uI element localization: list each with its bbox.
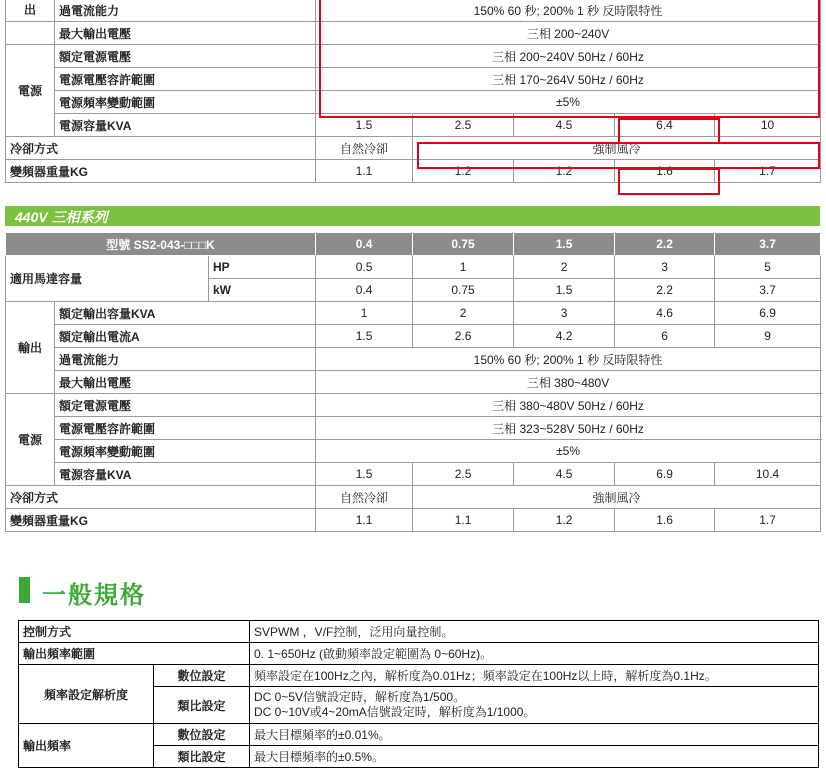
- series-banner-title: 440V 三相系列: [15, 209, 108, 225]
- general-spec-table: [18, 620, 819, 768]
- control-method-label: 控制方式: [19, 621, 250, 643]
- power-capacity-cell: 4.5: [514, 463, 615, 486]
- resolution-label: 頻率設定解析度: [19, 665, 154, 724]
- model-header-cell: 0.4: [316, 233, 413, 256]
- cooling-label: 冷卻方式: [6, 137, 316, 160]
- group-output-label: 輸出: [6, 302, 55, 394]
- kw-unit: kW: [209, 279, 316, 302]
- hp-cell: 1: [413, 256, 514, 279]
- weight-cell: 1.7: [715, 509, 821, 532]
- weight-cell: 1.2: [514, 160, 615, 183]
- rated-voltage-label: 額定電源電壓: [55, 45, 316, 68]
- kw-cell: 1.5: [514, 279, 615, 302]
- voltage-tolerance-value: 三相 323~528V 50Hz / 60Hz: [316, 417, 821, 440]
- max-output-voltage-value: 三相 200~240V: [316, 22, 821, 45]
- model-header-cell: 0.75: [413, 233, 514, 256]
- cooling-natural: 自然冷卻: [316, 137, 413, 160]
- weight-cell: 1.1: [316, 509, 413, 532]
- weight-cell: 1.6: [615, 160, 715, 183]
- cooling-label: 冷卻方式: [6, 486, 316, 509]
- hp-unit: HP: [209, 256, 316, 279]
- section-marker: [19, 577, 30, 603]
- freq-variation-label: 電源頻率變動範圍: [55, 91, 316, 114]
- voltage-tolerance-label: 電源電壓容許範圍: [55, 68, 316, 91]
- kw-cell: 2.2: [615, 279, 715, 302]
- output-current-cell: 9: [715, 325, 821, 348]
- resolution-digital-value: 頻率設定在100Hz之內，解析度為0.01Hz；頻率設定在100Hz以上時，解析度為0.1Hz。: [250, 665, 819, 687]
- max-output-voltage-label: 最大輸出電壓: [55, 22, 316, 45]
- voltage-tolerance-label: 電源電壓容許範圍: [55, 417, 316, 440]
- model-header-cell: 3.7: [715, 233, 821, 256]
- output-kva-cell: 2: [413, 302, 514, 325]
- freq-variation-value: ±5%: [316, 440, 821, 463]
- spec-table-220v: [5, 0, 821, 183]
- weight-label: 變頻器重量KG: [6, 160, 316, 183]
- weight-cell: 1.2: [413, 160, 514, 183]
- weight-cell: 1.2: [514, 509, 615, 532]
- resolution-analog-line: DC 0~10V或4~20mA信號設定時，解析度為1/1000。: [254, 705, 536, 719]
- freq-variation-label: 電源頻率變動範圍: [55, 440, 316, 463]
- rated-voltage-value: 三相 200~240V 50Hz / 60Hz: [316, 45, 821, 68]
- weight-cell: 1.1: [413, 509, 514, 532]
- voltage-tolerance-value: 三相 170~264V 50Hz / 60Hz: [316, 68, 821, 91]
- power-capacity-cell: 2.5: [413, 114, 514, 137]
- output-range-label: 輸出頻率範圍: [19, 643, 250, 665]
- group-output-label: 出: [6, 0, 55, 22]
- output-kva-label: 額定輸出容量KVA: [55, 302, 316, 325]
- output-current-label: 額定輸出電流A: [55, 325, 316, 348]
- power-capacity-cell: 1.5: [316, 114, 413, 137]
- hp-cell: 2: [514, 256, 615, 279]
- power-capacity-cell: 10: [715, 114, 821, 137]
- digital-setting-label: 數位設定: [154, 724, 250, 746]
- power-capacity-label: 電源容量KVA: [55, 463, 316, 486]
- group-power-label: 電源: [6, 45, 55, 137]
- rated-voltage-value: 三相 380~480V 50Hz / 60Hz: [316, 394, 821, 417]
- group-power-label: 電源: [6, 394, 55, 486]
- digital-setting-label: 數位設定: [154, 665, 250, 687]
- power-capacity-label: 電源容量KVA: [55, 114, 316, 137]
- analog-setting-label: 類比設定: [154, 746, 250, 768]
- series-banner: [5, 206, 820, 226]
- cooling-natural: 自然冷卻: [316, 486, 413, 509]
- output-current-cell: 1.5: [316, 325, 413, 348]
- power-capacity-cell: 6.4: [615, 114, 715, 137]
- resolution-analog-line: DC 0~5V信號設定時，解析度為1/500。: [254, 690, 466, 704]
- cooling-forced: 強制風冷: [413, 137, 821, 160]
- motor-capacity-label: 適用馬達容量: [6, 256, 209, 302]
- weight-cell: 1.6: [615, 509, 715, 532]
- freq-variation-value: ±5%: [316, 91, 821, 114]
- output-range-value: 0. 1~650Hz (啟動頻率設定範圍為 0~60Hz)。: [250, 643, 819, 665]
- hp-cell: 5: [715, 256, 821, 279]
- kw-cell: 3.7: [715, 279, 821, 302]
- power-capacity-cell: 4.5: [514, 114, 615, 137]
- output-frequency-label: 輸出頻率: [19, 724, 154, 768]
- hp-cell: 0.5: [316, 256, 413, 279]
- output-current-cell: 4.2: [514, 325, 615, 348]
- overload-label: 過電流能力: [55, 348, 316, 371]
- cooling-forced: 強制風冷: [413, 486, 821, 509]
- power-capacity-cell: 2.5: [413, 463, 514, 486]
- analog-setting-label: 類比設定: [154, 687, 250, 724]
- resolution-analog-value: [250, 687, 819, 724]
- model-header: 型號 SS2-043-□□□K: [6, 233, 316, 256]
- output-kva-cell: 1: [316, 302, 413, 325]
- output-kva-cell: 4.6: [615, 302, 715, 325]
- section-title: 一般規格: [42, 582, 146, 609]
- output-kva-cell: 6.9: [715, 302, 821, 325]
- overload-value: 150% 60 秒; 200% 1 秒 反時限特性: [316, 0, 821, 22]
- control-method-value: SVPWM ，V/F控制，泛用向量控制。: [250, 621, 819, 643]
- hp-cell: 3: [615, 256, 715, 279]
- max-output-voltage-label: 最大輸出電壓: [55, 371, 316, 394]
- weight-cell: 1.1: [316, 160, 413, 183]
- model-header-cell: 2.2: [615, 233, 715, 256]
- accuracy-analog-value: 最大目標頻率的±0.5%。: [250, 746, 819, 768]
- model-header-cell: 1.5: [514, 233, 615, 256]
- kw-cell: 0.4: [316, 279, 413, 302]
- accuracy-digital-value: 最大目標頻率的±0.01%。: [250, 724, 819, 746]
- kw-cell: 0.75: [413, 279, 514, 302]
- power-capacity-cell: 1.5: [316, 463, 413, 486]
- weight-cell: 1.7: [715, 160, 821, 183]
- spec-table-440v: [5, 232, 821, 532]
- weight-label: 變頻器重量KG: [6, 509, 316, 532]
- power-capacity-cell: 6.9: [615, 463, 715, 486]
- rated-voltage-label: 額定電源電壓: [55, 394, 316, 417]
- power-capacity-cell: 10.4: [715, 463, 821, 486]
- overload-label: 過電流能力: [55, 0, 316, 22]
- output-current-cell: 6: [615, 325, 715, 348]
- output-kva-cell: 3: [514, 302, 615, 325]
- max-output-voltage-value: 三相 380~480V: [316, 371, 821, 394]
- overload-value: 150% 60 秒; 200% 1 秒 反時限特性: [316, 348, 821, 371]
- output-current-cell: 2.6: [413, 325, 514, 348]
